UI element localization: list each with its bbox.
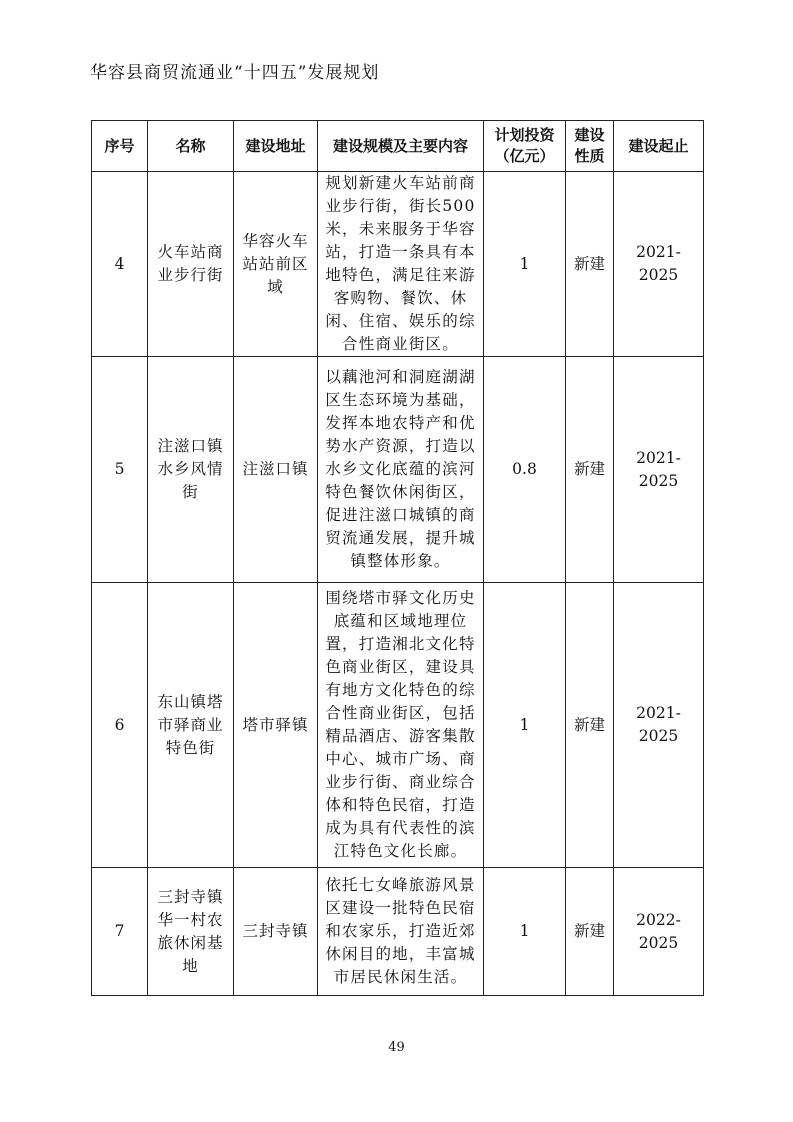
row-period: 2022-2025 [614,868,704,996]
table-header-row [92,121,704,172]
row-period: 2021-2025 [614,357,704,583]
row-location: 华容火车站站前区域 [234,172,318,357]
row-no: 7 [92,868,148,996]
table-row [92,868,704,996]
row-location: 注滋口镇 [234,357,318,583]
row-name: 火车站商业步行街 [148,172,234,357]
row-name: 东山镇塔市驿商业特色街 [148,583,234,868]
table-row [92,583,704,868]
column-header-no: 序号 [92,121,148,172]
row-investment: 0.8 [484,357,566,583]
row-no: 4 [92,172,148,357]
page-number: 49 [388,1040,405,1055]
row-content: 规划新建火车站前商业步行街，街长500米，未来服务于华容站，打造一条具有本地特色，满足往来游客购物、餐饮、休闲、住宿、娱乐的综合性商业街区。 [318,172,484,357]
row-investment: 1 [484,583,566,868]
row-no: 6 [92,583,148,868]
column-header-content: 建设规模及主要内容 [318,121,484,172]
column-header-period: 建设起止 [614,121,704,172]
row-name: 三封寺镇华一村农旅休闲基地 [148,868,234,996]
row-investment: 1 [484,172,566,357]
row-location: 三封寺镇 [234,868,318,996]
row-no: 5 [92,357,148,583]
row-nature: 新建 [566,172,614,357]
row-content: 围绕塔市驿文化历史底蕴和区域地理位置，打造湘北文化特色商业街区，建设具有地方文化特色的综合性商业街区，包括精品酒店、游客集散中心、城市广场、商业步行街、商业综合体和特色民宿，打造成为具有代表性的滨江特色文化长廊。 [318,583,484,868]
row-period: 2021-2025 [614,583,704,868]
row-content: 依托七女峰旅游风景区建设一批特色民宿和农家乐，打造近郊休闲目的地，丰富城市居民休闲生活。 [318,868,484,996]
column-header-nature: 建设性质 [566,121,614,172]
row-period: 2021-2025 [614,172,704,357]
table-row [92,172,704,357]
row-content: 以藕池河和洞庭湖湖区生态环境为基础，发挥本地农特产和优势水产资源，打造以水乡文化底蕴的滨河特色餐饮休闲街区，促进注滋口城镇的商贸流通发展，提升城镇整体形象。 [318,357,484,583]
row-name: 注滋口镇水乡风情街 [148,357,234,583]
row-location: 塔市驿镇 [234,583,318,868]
column-header-investment: 计划投资（亿元） [484,121,566,172]
row-nature: 新建 [566,583,614,868]
running-header-title: 华容县商贸流通业“十四五”发展规划 [90,63,380,83]
row-nature: 新建 [566,868,614,996]
table-row [92,357,704,583]
column-header-location: 建设地址 [234,121,318,172]
row-investment: 1 [484,868,566,996]
column-header-name: 名称 [148,121,234,172]
project-table [91,120,704,996]
row-nature: 新建 [566,357,614,583]
